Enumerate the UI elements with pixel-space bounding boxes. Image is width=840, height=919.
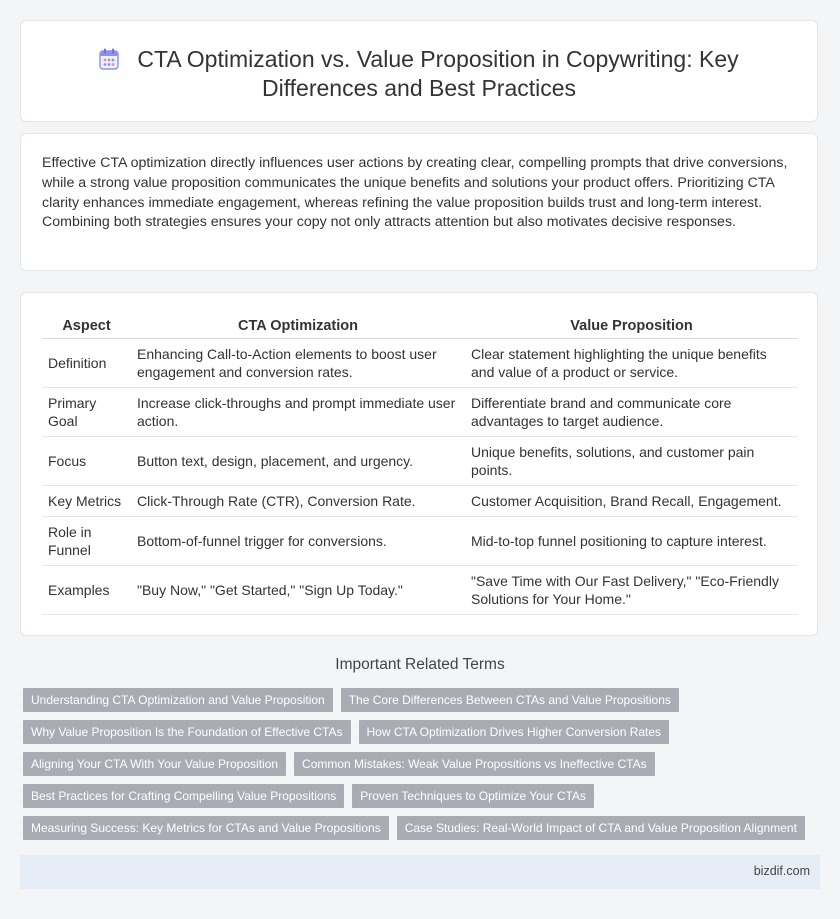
table-row bbox=[42, 517, 798, 566]
row-aspect: Role in Funnel bbox=[42, 517, 131, 566]
related-term-tag[interactable]: Measuring Success: Key Metrics for CTAs and Value Propositions bbox=[23, 816, 389, 840]
header-aspect: Aspect bbox=[42, 315, 131, 339]
row-cta: Enhancing Call-to-Action elements to boost user engagement and conversion rates. bbox=[131, 339, 465, 388]
title-line-1: CTA Optimization vs. Value Proposition in Copywriting: Key bbox=[137, 46, 739, 72]
row-aspect: Definition bbox=[42, 339, 131, 388]
row-value: Customer Acquisition, Brand Recall, Engagement. bbox=[465, 486, 798, 517]
related-term-tag[interactable]: Best Practices for Crafting Compelling Value Propositions bbox=[23, 784, 344, 808]
row-cta: Click-Through Rate (CTR), Conversion Rate. bbox=[131, 486, 465, 517]
row-aspect: Primary Goal bbox=[42, 388, 131, 437]
comparison-table bbox=[42, 315, 798, 615]
row-aspect: Key Metrics bbox=[42, 486, 131, 517]
title-line-2: Differences and Best Practices bbox=[261, 75, 577, 101]
comparison-card bbox=[20, 292, 818, 636]
related-terms-heading: Important Related Terms bbox=[335, 656, 505, 673]
row-value: Clear statement highlighting the unique benefits and value of a product or service. bbox=[465, 339, 798, 388]
related-term-tag[interactable]: Why Value Proposition Is the Foundation of Effective CTAs bbox=[23, 720, 351, 744]
table-row bbox=[42, 388, 798, 437]
related-term-tag[interactable]: Common Mistakes: Weak Value Propositions vs Ineffective CTAs bbox=[294, 752, 655, 776]
title-card bbox=[20, 20, 818, 122]
related-term-tag[interactable]: How CTA Optimization Drives Higher Conversion Rates bbox=[359, 720, 670, 744]
header-cta-optimization: CTA Optimization bbox=[131, 315, 465, 339]
related-term-tag[interactable]: Proven Techniques to Optimize Your CTAs bbox=[352, 784, 594, 808]
calendar-icon bbox=[99, 48, 119, 70]
row-cta: Bottom-of-funnel trigger for conversions. bbox=[131, 517, 465, 566]
intro-paragraph: Effective CTA optimization directly influences user actions by creating clear, compelling prompts that drive conversions, while a strong value proposition communicates the unique benefits and solutions your product offers. Prioritizing CTA clarity enhances immediate engagement, whereas refining the value proposition builds trust and long-term interest. Combining both strategies ensures your copy not only attracts attention but also motivates decisive responses. bbox=[42, 155, 788, 231]
row-cta: Increase click-throughs and prompt immediate user action. bbox=[131, 388, 465, 437]
related-term-tag[interactable]: Case Studies: Real-World Impact of CTA and Value Proposition Alignment bbox=[397, 816, 805, 840]
row-aspect: Focus bbox=[42, 437, 131, 486]
intro-card bbox=[20, 133, 818, 271]
row-value: "Save Time with Our Fast Delivery," "Eco-Friendly Solutions for Your Home." bbox=[465, 566, 798, 615]
header-value-proposition: Value Proposition bbox=[465, 315, 798, 339]
row-value: Unique benefits, solutions, and customer pain points. bbox=[465, 437, 798, 486]
table-row bbox=[42, 339, 798, 388]
row-cta: "Buy Now," "Get Started," "Sign Up Today." bbox=[131, 566, 465, 615]
table-row bbox=[42, 437, 798, 486]
table-row bbox=[42, 486, 798, 517]
row-cta: Button text, design, placement, and urgency. bbox=[131, 437, 465, 486]
row-value: Mid-to-top funnel positioning to capture interest. bbox=[465, 517, 798, 566]
row-aspect: Examples bbox=[42, 566, 131, 615]
table-header-row bbox=[42, 315, 798, 339]
footer bbox=[20, 855, 820, 889]
related-terms-list bbox=[23, 688, 813, 840]
related-term-tag[interactable]: Understanding CTA Optimization and Value Proposition bbox=[23, 688, 333, 712]
page-title bbox=[21, 45, 817, 103]
related-term-tag[interactable]: The Core Differences Between CTAs and Value Propositions bbox=[341, 688, 679, 712]
row-value: Differentiate brand and communicate core advantages to target audience. bbox=[465, 388, 798, 437]
related-term-tag[interactable]: Aligning Your CTA With Your Value Proposition bbox=[23, 752, 286, 776]
footer-site-link[interactable]: bizdif.com bbox=[753, 864, 810, 878]
table-row bbox=[42, 566, 798, 615]
